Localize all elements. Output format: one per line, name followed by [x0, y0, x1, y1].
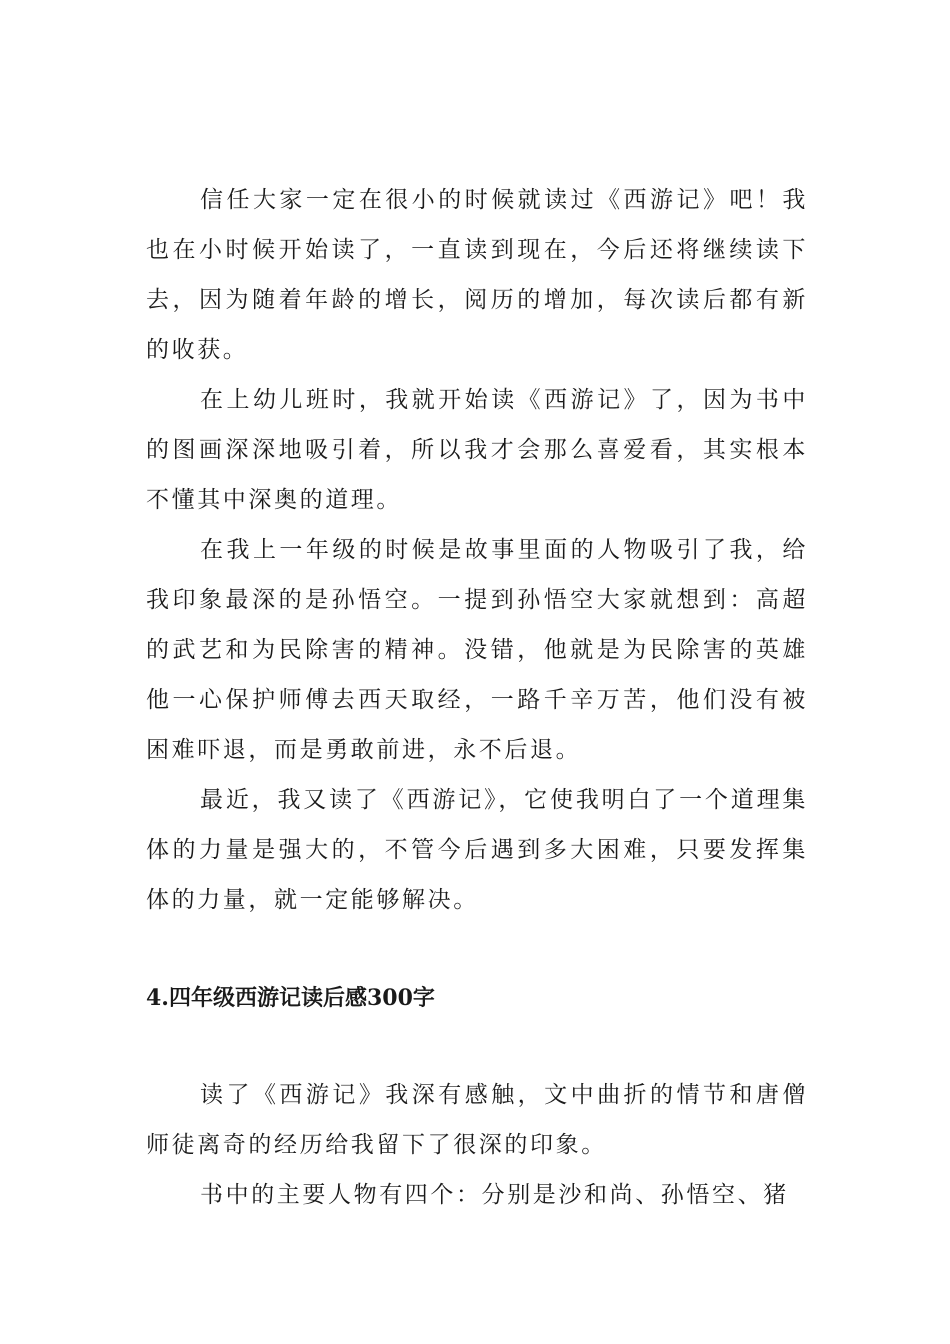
- paragraph-recent: 最近，我又读了《西游记》，它使我明白了一个道理集体的力量是强大的，不管今后遇到多大困难，只要发挥集体的力量，就一定能够解决。: [146, 787, 808, 913]
- paragraph-characters: 书中的主要人物有四个：分别是沙和尚、孙悟空、猪: [200, 1182, 789, 1208]
- paragraph-intro: 信任大家一定在很小的时候就读过《西游记》吧！我也在小时候开始读了，一直读到现在，今后还将继续读下去，因为随着年龄的增长，阅历的增加，每次读后都有新的收获。: [146, 187, 808, 363]
- section-heading: 4.四年级西游记读后感300字: [146, 985, 435, 1011]
- paragraph-first-grade: 在我上一年级的时候是故事里面的人物吸引了我，给我印象最深的是孙悟空。一提到孙悟空大家就想到：高超的武艺和为民除害的精神。没错，他就是为民除害的英雄他一心保护师傅去西天取经，一路千辛万苦，他们没有被困难吓退，而是勇敢前进，永不后退。: [146, 537, 808, 763]
- paragraph-kindergarten: 在上幼儿班时，我就开始读《西游记》了，因为书中的图画深深地吸引着，所以我才会那么喜爱看，其实根本不懂其中深奥的道理。: [146, 387, 808, 513]
- paragraph-impression: 读了《西游记》我深有感触，文中曲折的情节和唐僧师徒离奇的经历给我留下了很深的印象。: [146, 1082, 808, 1158]
